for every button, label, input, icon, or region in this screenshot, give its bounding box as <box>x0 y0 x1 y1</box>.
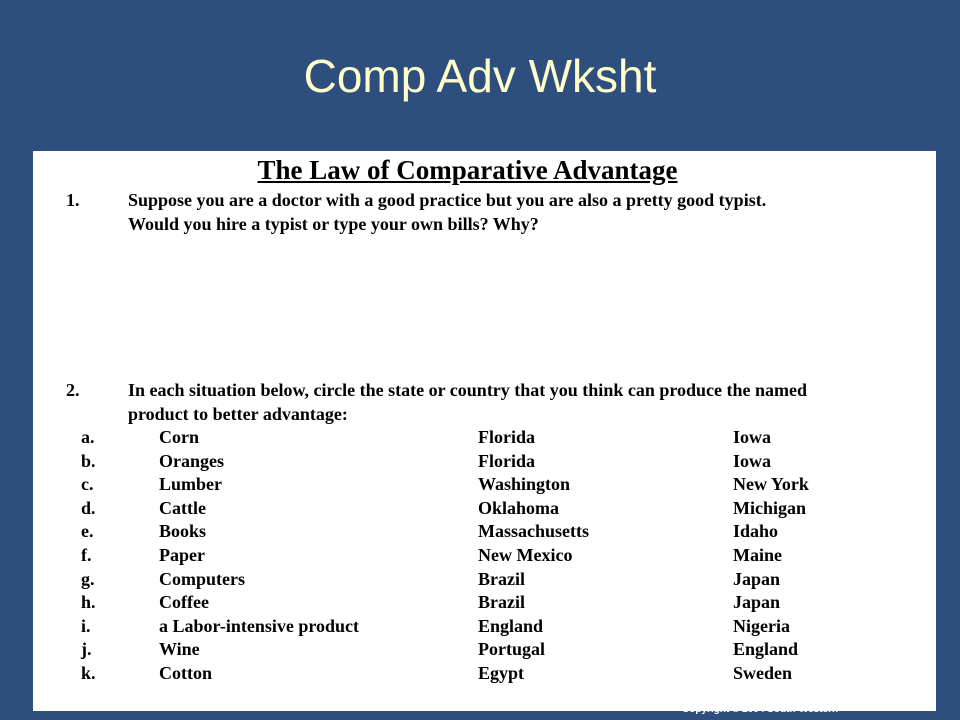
item-letter: i. <box>81 615 91 636</box>
list-item <box>33 661 936 685</box>
item-product: Corn <box>159 427 199 447</box>
item-product: Cattle <box>159 497 206 518</box>
item-product: Books <box>159 521 207 542</box>
item-option-2: England <box>733 639 799 660</box>
list-item <box>33 637 936 661</box>
item-option-2: Japan <box>733 568 781 589</box>
item-option-2: Iowa <box>733 427 772 447</box>
item-letter: d. <box>81 497 96 518</box>
worksheet-title: The Law of Comparative Advantage <box>257 155 678 185</box>
item-product: Wine <box>159 639 200 660</box>
item-option-1: Washington <box>478 474 571 495</box>
question-1-line-2: Would you hire a typist or type your own bills? Why? <box>128 214 539 234</box>
item-option-2: Sweden <box>733 662 793 683</box>
list-item <box>33 425 936 449</box>
item-option-1: Massachusetts <box>478 521 589 542</box>
item-letter: c. <box>81 474 94 495</box>
item-product: a Labor-intensive product <box>159 615 360 636</box>
item-option-1: Oklahoma <box>478 497 560 518</box>
item-letter: g. <box>81 568 95 589</box>
worksheet-panel <box>33 151 936 711</box>
item-option-2: Michigan <box>733 497 807 518</box>
item-option-1: Brazil <box>478 592 525 613</box>
question-2-line-2: product to better advantage: <box>128 404 348 424</box>
item-option-1: Florida <box>478 427 535 447</box>
item-letter: b. <box>81 450 96 471</box>
item-letter: h. <box>81 592 96 613</box>
item-option-1: Portugal <box>478 639 545 660</box>
item-option-2: Maine <box>733 544 782 565</box>
item-option-2: Iowa <box>733 450 772 471</box>
list-item <box>33 543 936 567</box>
item-letter: k. <box>81 662 96 683</box>
item-letter: a. <box>81 427 95 447</box>
slide-title: Comp Adv Wksht <box>303 50 657 102</box>
question-2-text <box>128 378 936 426</box>
list-item <box>33 567 936 591</box>
item-option-1: Florida <box>478 450 535 471</box>
item-option-2: Japan <box>733 592 781 613</box>
list-item <box>33 472 936 496</box>
item-product: Computers <box>159 568 245 589</box>
list-item <box>33 496 936 520</box>
item-product: Oranges <box>159 450 224 471</box>
item-letter: e. <box>81 521 94 542</box>
question-2-number: 2. <box>66 380 80 400</box>
item-option-1: England <box>478 615 544 636</box>
list-item <box>33 590 936 614</box>
item-option-1: Brazil <box>478 568 525 589</box>
item-option-2: Idaho <box>733 521 779 542</box>
item-option-2: Nigeria <box>733 615 790 636</box>
question-1-line-1: Suppose you are a doctor with a good practice but you are also a pretty good typist. <box>128 190 767 210</box>
item-option-1: New Mexico <box>478 544 573 565</box>
item-product: Cotton <box>159 662 212 683</box>
copyright-notice: Copyright © 2004 South-Western <box>682 704 839 715</box>
question-1-text <box>128 188 936 236</box>
item-product: Coffee <box>159 592 209 613</box>
list-item <box>33 449 936 473</box>
question-1-number: 1. <box>66 190 80 210</box>
item-letter: f. <box>81 544 92 565</box>
item-option-1: Egypt <box>478 662 525 683</box>
list-item <box>33 519 936 543</box>
item-product: Paper <box>159 544 205 565</box>
question-2-line-1: In each situation below, circle the state or country that you think can produce the named <box>128 380 808 400</box>
item-product: Lumber <box>159 474 222 495</box>
item-option-2: New York <box>733 474 809 495</box>
item-letter: j. <box>81 639 92 660</box>
answer-items-list <box>33 425 936 685</box>
list-item <box>33 614 936 638</box>
